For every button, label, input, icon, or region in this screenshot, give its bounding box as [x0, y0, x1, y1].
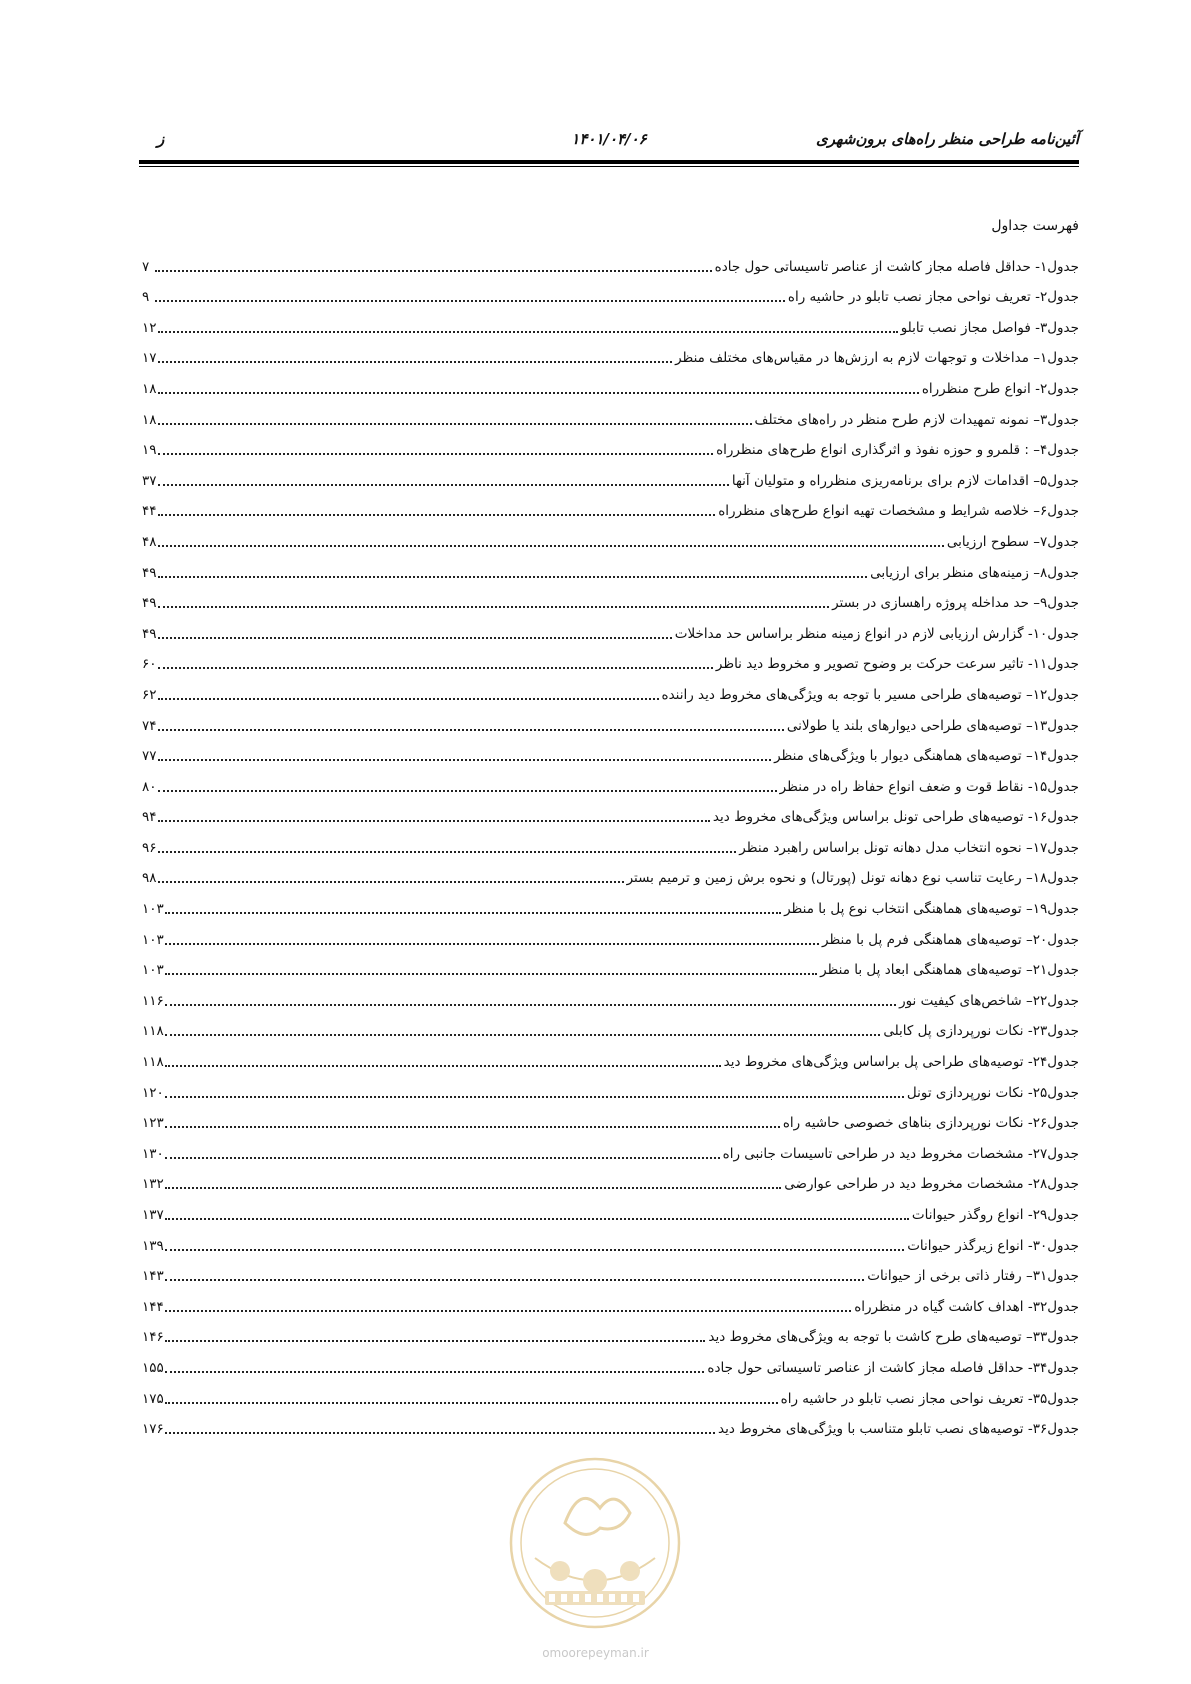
toc-entry-page: ۷ [142, 258, 150, 275]
toc-leader-dots [165, 1353, 705, 1373]
toc-entry-label: جدول۴– : قلمرو و حوزه نفوذ و اثرگذاری انواع طرح‌های منظرراه [716, 442, 1079, 459]
toc-entry-page: ۱۳۲ [142, 1176, 164, 1193]
toc-entry[interactable] [142, 1009, 1079, 1040]
toc-leader-dots [165, 1292, 851, 1312]
toc-entry-page: ۹۴ [142, 809, 157, 826]
toc-entry-label: جدول۸– زمینه‌های منظر برای ارزیابی [870, 564, 1079, 581]
toc-leader-dots [158, 343, 673, 363]
toc-entry[interactable] [142, 672, 1079, 703]
toc-entry-label: جدول۱۸– رعایت تناسب نوع دهانه تونل (پورتال) و نحوه برش زمین و ترمیم بستر [626, 870, 1079, 887]
toc-entry[interactable] [142, 1345, 1079, 1376]
toc-entry[interactable] [142, 1039, 1079, 1070]
toc-entry-label: جدول۲۸- مشخصات مخروط دید در طراحی عوارضی [784, 1176, 1079, 1193]
toc-entry[interactable] [142, 1315, 1079, 1346]
toc-entry[interactable] [142, 764, 1079, 795]
toc-entry-label: جدول۳– نمونه تمهیدات لازم طرح منظر در راه‌های مختلف [754, 411, 1079, 428]
toc-entry-label: جدول۲۹- انواع روگذر حیوانات [911, 1207, 1079, 1223]
toc-entry[interactable] [142, 734, 1079, 765]
toc-entry-label: جدول۲۵- نکات نورپردازی تونل [906, 1084, 1079, 1101]
toc-entry[interactable] [142, 275, 1079, 306]
toc-leader-dots [158, 435, 714, 455]
toc-entry-label: جدول۷– سطوح ارزیابی [946, 533, 1079, 550]
toc-entry[interactable] [142, 948, 1079, 979]
toc-entry[interactable] [142, 489, 1079, 520]
toc-entry-label: جدول۱- حداقل فاصله مجاز کاشت از عناصر تاسیساتی حول جاده [714, 258, 1079, 275]
toc-entry-label: جدول۱۵- نقاط قوت و ضعف انواع حفاظ راه در منظر [779, 778, 1079, 795]
toc-entry-page: ۱۲۳ [142, 1115, 164, 1132]
toc-entry-label: جدول۳۴- حداقل فاصله مجاز کاشت از عناصر تاسیساتی حول جاده [707, 1359, 1079, 1376]
toc-entry-page: ۱۴۶ [142, 1329, 164, 1346]
toc-entry-label: جدول۱۷– نحوه انتخاب مدل دهانه تونل براساس راهبرد منظر [739, 839, 1079, 856]
toc-entry-page: ۱۸ [142, 380, 157, 397]
toc-leader-dots [165, 986, 896, 1006]
toc-entry-page: ۹۶ [142, 839, 157, 856]
toc-entry[interactable] [142, 1192, 1079, 1223]
toc-entry-label: جدول۲۷- مشخصات مخروط دید در طراحی تاسیسات جانبی راه [722, 1145, 1079, 1162]
toc-entry-page: ۱۵۵ [142, 1359, 164, 1376]
toc-entry[interactable] [142, 1254, 1079, 1285]
toc-leader-dots [165, 1047, 721, 1067]
toc-leader-dots [165, 1414, 715, 1434]
toc-entry-page: ۴۴ [142, 503, 157, 520]
toc-entry-label: جدول۲۶- نکات نورپردازی بناهای خصوصی حاشیه راه [782, 1115, 1079, 1132]
toc-entry[interactable] [142, 978, 1079, 1009]
toc-leader-dots [158, 711, 784, 731]
toc-entry[interactable] [142, 428, 1079, 459]
toc-entry-label: جدول۳۶- توصیه‌های نصب تابلو متناسب با ویژگی‌های مخروط دید [718, 1421, 1079, 1438]
toc-entry-label: جدول۱۱- تاثیر سرعت حرکت بر وضوح تصویر و مخروط دید ناظر [715, 656, 1079, 673]
toc-leader-dots [158, 588, 830, 608]
toc-entry[interactable] [142, 1131, 1079, 1162]
toc-entry-label: جدول۱۹– توصیه‌های هماهنگی انتخاب نوع پل با منظر [784, 901, 1079, 918]
toc-entry[interactable] [142, 366, 1079, 397]
toc-entry[interactable] [142, 581, 1079, 612]
toc-entry-page: ۱۳۹ [142, 1237, 164, 1254]
toc-entry-label: جدول۲۰– توصیه‌های هماهنگی فرم پل با منظر [822, 931, 1079, 948]
toc-leader-dots [165, 955, 817, 975]
toc-entry-label: جدول۱۳– توصیه‌های طراحی دیوارهای بلند یا طولانی [786, 717, 1079, 734]
page-number: ز [157, 130, 165, 148]
toc-entry-label: جدول۳۱– رفتار ذاتی برخی از حیوانات [867, 1268, 1079, 1285]
toc-leader-dots [165, 1322, 706, 1342]
toc-entry-label: جدول۵– اقدامات لازم برای برنامه‌ریزی منظرراه و متولیان آنها [731, 472, 1079, 489]
toc-entry-page: ۴۹ [142, 625, 157, 642]
toc-entry[interactable] [142, 1101, 1079, 1132]
toc-entry-label: جدول۲۴- توصیه‌های طراحی پل براساس ویژگی‌های مخروط دید [723, 1054, 1079, 1071]
toc-entry[interactable] [142, 1376, 1079, 1407]
watermark-seal-logo [505, 1453, 685, 1633]
toc-leader-dots [155, 282, 785, 302]
toc-entry-label: جدول۱۰- گزارش ارزیابی لازم در انواع زمینه منظر براساس حد مداخلات [674, 625, 1079, 642]
toc-entry-label: جدول۳۳– توصیه‌های طرح کاشت با توجه به ویژگی‌های مخروط دید [708, 1329, 1079, 1346]
toc-entry[interactable] [142, 1407, 1079, 1438]
toc-leader-dots [158, 466, 729, 486]
toc-entry-label: جدول۹– حد مداخله پروژه راهسازی در بستر [832, 595, 1079, 612]
toc-entry-page: ۱۹ [142, 442, 157, 459]
toc-leader-dots [158, 649, 713, 669]
toc-entry-page: ۱۳۰ [142, 1145, 164, 1162]
toc-entry-label: جدول۶– خلاصه شرایط و مشخصات تهیه انواع طرح‌های منظرراه [718, 503, 1079, 520]
toc-entry-page: ۱۸ [142, 411, 157, 428]
toc-entry[interactable] [142, 458, 1079, 489]
document-date: ۱۴۰۱/۰۴/۰۶ [571, 130, 647, 148]
toc-leader-dots [158, 741, 772, 761]
toc-entry-label: جدول۳- فواصل مجاز نصب تابلو [900, 319, 1079, 336]
toc-leader-dots [158, 405, 752, 425]
toc-entry-page: ۱۷ [142, 350, 157, 367]
list-of-tables [142, 244, 1079, 1437]
toc-entry-page: ۱۷۵ [142, 1390, 164, 1407]
toc-entry-page: ۴۹ [142, 595, 157, 612]
page-header [139, 126, 1079, 156]
toc-entry[interactable] [142, 795, 1079, 826]
toc-entry-page: ۱۳۷ [142, 1207, 164, 1223]
toc-leader-dots [158, 527, 944, 547]
toc-entry[interactable] [142, 917, 1079, 948]
toc-leader-dots [165, 1078, 904, 1098]
toc-leader-dots [165, 894, 781, 914]
toc-entry-page: ۱۷۶ [142, 1421, 164, 1438]
toc-entry-label: جدول۳۰- انواع زیرگذر حیوانات [907, 1237, 1079, 1254]
toc-entry-page: ۱۴۴ [142, 1298, 164, 1315]
toc-leader-dots [165, 1384, 778, 1404]
toc-entry-page: ۴۸ [142, 533, 157, 550]
toc-entry-label: جدول۳۲- اهداف کاشت گیاه در منظرراه [854, 1298, 1079, 1315]
toc-entry-page: ۱۲ [142, 319, 157, 336]
toc-entry-label: جدول۲- تعریف نواحی مجاز نصب تابلو در حاشیه راه [787, 289, 1079, 306]
toc-leader-dots [165, 1231, 904, 1251]
toc-leader-dots [165, 1200, 909, 1220]
toc-leader-dots [165, 1108, 780, 1128]
toc-entry-label: جدول۲۱– توصیه‌های هماهنگی ابعاد پل با منظر [820, 962, 1079, 979]
toc-entry-page: ۱۱۸ [142, 1054, 164, 1071]
toc-entry[interactable] [142, 519, 1079, 550]
toc-entry[interactable] [142, 1284, 1079, 1315]
toc-entry[interactable] [142, 305, 1079, 336]
toc-entry-label: جدول۲۲– شاخص‌های کیفیت نور [899, 992, 1079, 1009]
toc-entry-label: جدول۱۴– توصیه‌های هماهنگی دیوار با ویژگی‌های منظر [774, 748, 1079, 765]
header-rule-thin [139, 166, 1079, 167]
toc-leader-dots [165, 925, 819, 945]
toc-entry-label: جدول۱۲– توصیه‌های طراحی مسیر با توجه به ویژگی‌های مخروط دید راننده [661, 686, 1079, 703]
toc-entry-page: ۹۸ [142, 870, 157, 887]
toc-leader-dots [158, 558, 868, 578]
toc-leader-dots [158, 802, 710, 822]
toc-entry[interactable] [142, 244, 1079, 275]
toc-entry-page: ۱۱۸ [142, 1023, 164, 1040]
toc-leader-dots [158, 374, 919, 394]
toc-leader-dots [158, 619, 672, 639]
toc-entry-page: ۶۲ [142, 686, 157, 703]
toc-entry-page: ۱۲۰ [142, 1084, 164, 1101]
toc-entry[interactable] [142, 550, 1079, 581]
watermark-site: omoorepeyman.ir [542, 1646, 649, 1660]
toc-entry-page: ۷۴ [142, 717, 157, 734]
toc-leader-dots [158, 496, 716, 516]
toc-entry-page: ۶۰ [142, 656, 157, 673]
toc-entry-label: جدول۳۵- تعریف نواحی مجاز نصب تابلو در حاشیه راه [780, 1390, 1079, 1407]
toc-entry-page: ۸۰ [142, 778, 157, 795]
toc-leader-dots [158, 833, 737, 853]
toc-title: فهرست جداول [991, 218, 1079, 234]
toc-entry[interactable] [142, 397, 1079, 428]
toc-leader-dots [165, 1139, 720, 1159]
toc-leader-dots [155, 252, 712, 272]
toc-entry-label: جدول۱– مداخلات و توجهات لازم به ارزش‌ها در مقیاس‌های مختلف منظر [675, 350, 1079, 367]
toc-entry-page: ۳۷ [142, 472, 157, 489]
toc-leader-dots [165, 1261, 864, 1281]
toc-leader-dots [158, 772, 777, 792]
toc-entry-page: ۱۴۳ [142, 1268, 164, 1285]
toc-entry-page: ۷۷ [142, 748, 157, 765]
toc-entry-page: ۱۰۳ [142, 931, 164, 948]
toc-entry[interactable] [142, 703, 1079, 734]
toc-entry-page: ۱۰۳ [142, 901, 164, 918]
toc-entry[interactable] [142, 1223, 1079, 1254]
toc-entry-label: جدول۲۳- نکات نورپردازی پل کابلی [883, 1023, 1079, 1040]
toc-entry[interactable] [142, 642, 1079, 673]
toc-leader-dots [158, 863, 624, 883]
toc-entry-label: جدول۱۶- توصیه‌های طراحی تونل براساس ویژگی‌های مخروط دید [712, 809, 1079, 826]
toc-entry-label: جدول۲- انواع طرح منظرراه [921, 380, 1079, 397]
toc-entry[interactable] [142, 886, 1079, 917]
toc-entry[interactable] [142, 1070, 1079, 1101]
toc-entry[interactable] [142, 825, 1079, 856]
toc-leader-dots [165, 1016, 881, 1036]
toc-entry[interactable] [142, 1162, 1079, 1193]
toc-leader-dots [165, 1169, 781, 1189]
toc-leader-dots [158, 313, 898, 333]
toc-entry-page: ۴۹ [142, 564, 157, 581]
document-title: آئین‌نامه طراحی منظر راه‌های برون‌شهری [816, 130, 1079, 148]
toc-entry-page: ۱۱۶ [142, 992, 164, 1009]
toc-entry[interactable] [142, 856, 1079, 887]
toc-entry-page: ۱۰۳ [142, 962, 164, 979]
toc-entry-page: ۹ [142, 289, 150, 306]
header-rule-thick [139, 160, 1079, 164]
toc-entry[interactable] [142, 611, 1079, 642]
toc-entry[interactable] [142, 336, 1079, 367]
toc-leader-dots [158, 680, 659, 700]
